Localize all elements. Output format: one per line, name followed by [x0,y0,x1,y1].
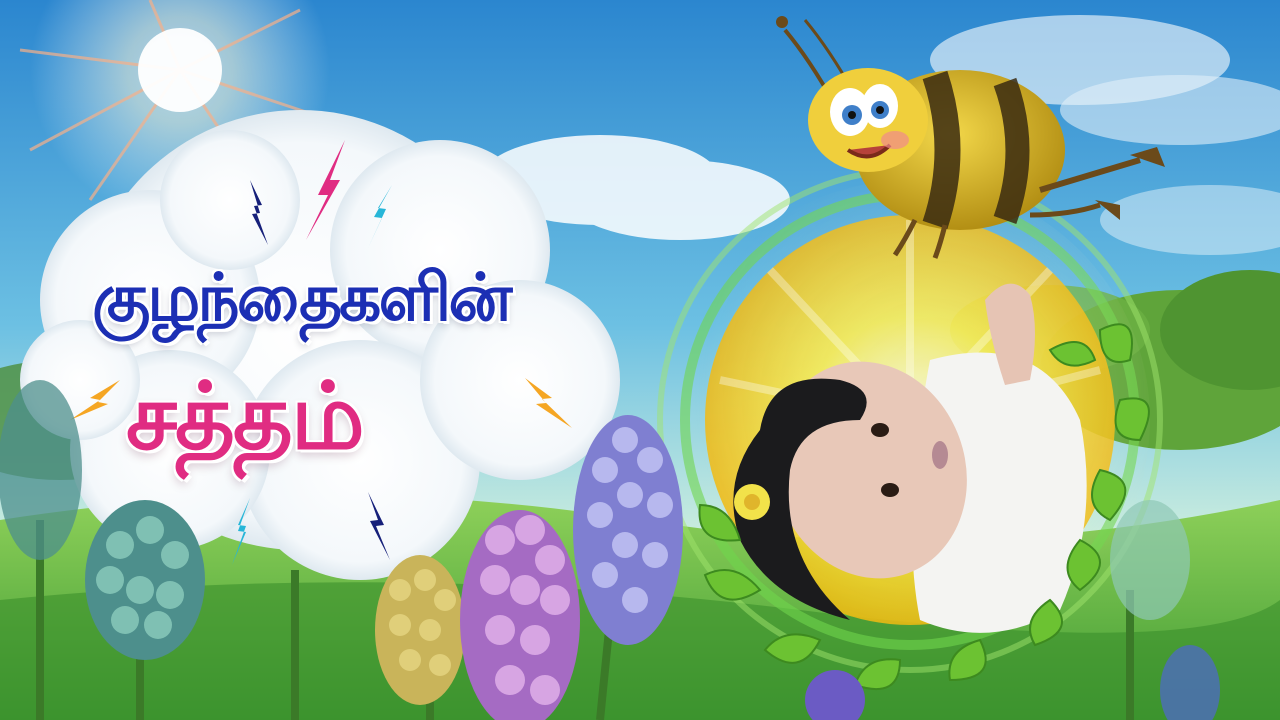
title-line1: குழந்தைகளின் [92,259,510,336]
title-line2: சத்தம் [126,363,363,470]
